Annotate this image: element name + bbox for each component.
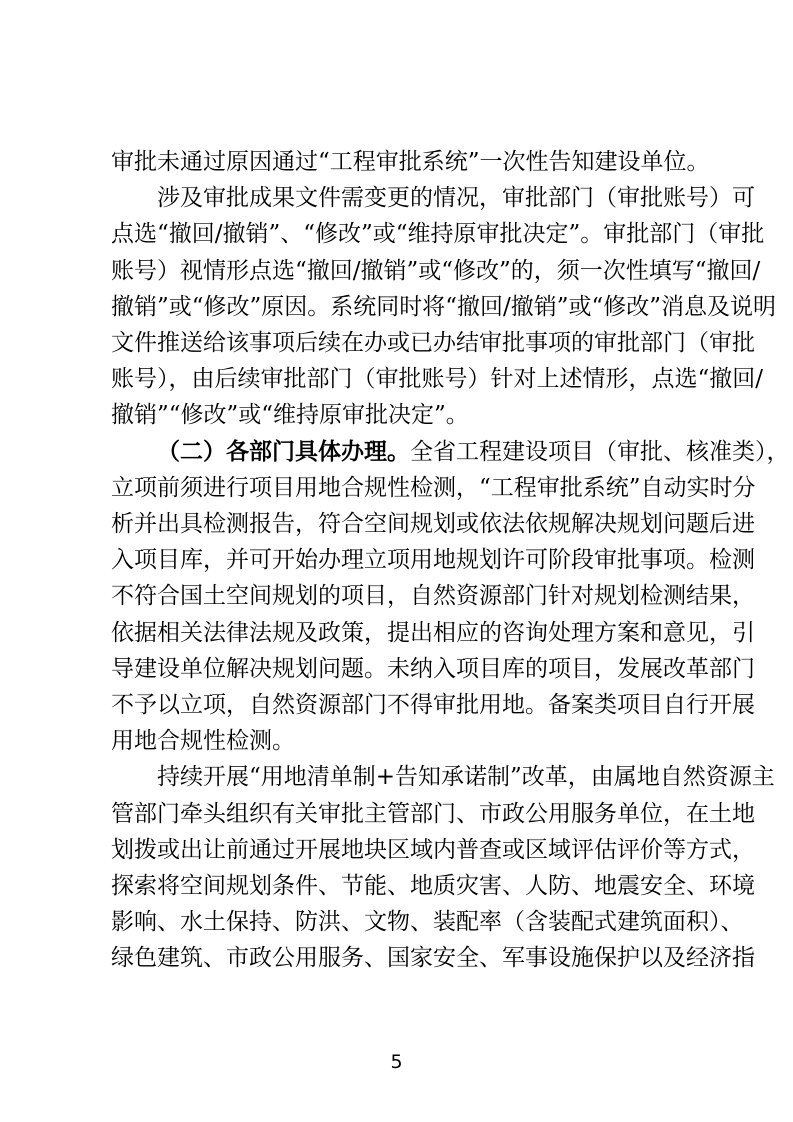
paragraph-3-line-4: 入项目库，并可开始办理立项用地规划许可阶段审批事项。检测 bbox=[111, 547, 755, 573]
paragraph-3-line-8: 不予以立项，自然资源部门不得审批用地。备案类项目自行开展 bbox=[111, 692, 755, 718]
paragraph-2-line-4: 撤销”或“修改”原因。系统同时将“撤回/撤销”或“修改”消息及说明 bbox=[111, 294, 777, 320]
section-heading: （二）各部门具体办理。 bbox=[157, 438, 410, 465]
paragraph-4-line-4: 探索将空间规划条件、节能、地质灾害、人防、地震安全、环境 bbox=[111, 873, 755, 899]
paragraph-4-line-1: 持续开展“用地清单制+告知承诺制”改革，由属地自然资源主 bbox=[157, 764, 775, 790]
paragraph-4-line-6: 绿色建筑、市政公用服务、国家安全、军事设施保护以及经济指 bbox=[111, 945, 755, 971]
paragraph-3-line-6: 依据相关法律法规及政策，提出相应的咨询处理方案和意见，引 bbox=[111, 620, 755, 646]
paragraph-2-line-5: 文件推送给该事项后续在办或已办结审批事项的审批部门（审批 bbox=[111, 330, 755, 356]
paragraph-2-line-3: 账号）视情形点选“撤回/撤销”或“修改”的，须一次性填写“撤回/ bbox=[111, 258, 761, 284]
paragraph-3-line-3: 析并出具检测报告，符合空间规划或依法依规解决规划问题后进 bbox=[111, 511, 755, 537]
paragraph-2-line-6: 账号），由后续审批部门（审批账号）针对上述情形，点选“撤回/ bbox=[111, 366, 764, 392]
paragraph-1-line-1: 审批未通过原因通过“工程审批系统”一次性告知建设单位。 bbox=[111, 149, 710, 175]
paragraph-2-line-2: 点选“撤回/撤销”、“修改”或“维持原审批决定”。审批部门（审批 bbox=[111, 221, 765, 247]
paragraph-2-line-1: 涉及审批成果文件需变更的情况，审批部门（审批账号）可 bbox=[157, 185, 755, 211]
paragraph-3-line-9: 用地合规性检测。 bbox=[111, 728, 295, 754]
page-number: 5 bbox=[390, 1051, 403, 1073]
paragraph-4-line-2: 管部门牵头组织有关审批主管部门、市政公用服务单位，在土地 bbox=[111, 801, 755, 827]
paragraph-3-line-5: 不符合国土空间规划的项目，自然资源部门针对规划检测结果， bbox=[111, 583, 755, 609]
paragraph-2-line-7: 撤销”“修改”或“维持原审批决定”。 bbox=[111, 402, 469, 428]
paragraph-4-line-3: 划拨或出让前通过开展地块区域内普查或区域评估评价等方式， bbox=[111, 837, 755, 863]
paragraph-4-line-5: 影响、水土保持、防洪、文物、装配率（含装配式建筑面积）、 bbox=[111, 909, 744, 935]
paragraph-3-line-7: 导建设单位解决规划问题。未纳入项目库的项目，发展改革部门 bbox=[111, 656, 755, 682]
paragraph-3-line-1 bbox=[157, 437, 790, 467]
paragraph-3-first-line-text: 全省工程建设项目（审批、核准类）， bbox=[410, 439, 790, 465]
paragraph-3-line-2: 立项前须进行项目用地合规性检测，“工程审批系统”自动实时分 bbox=[111, 475, 756, 501]
